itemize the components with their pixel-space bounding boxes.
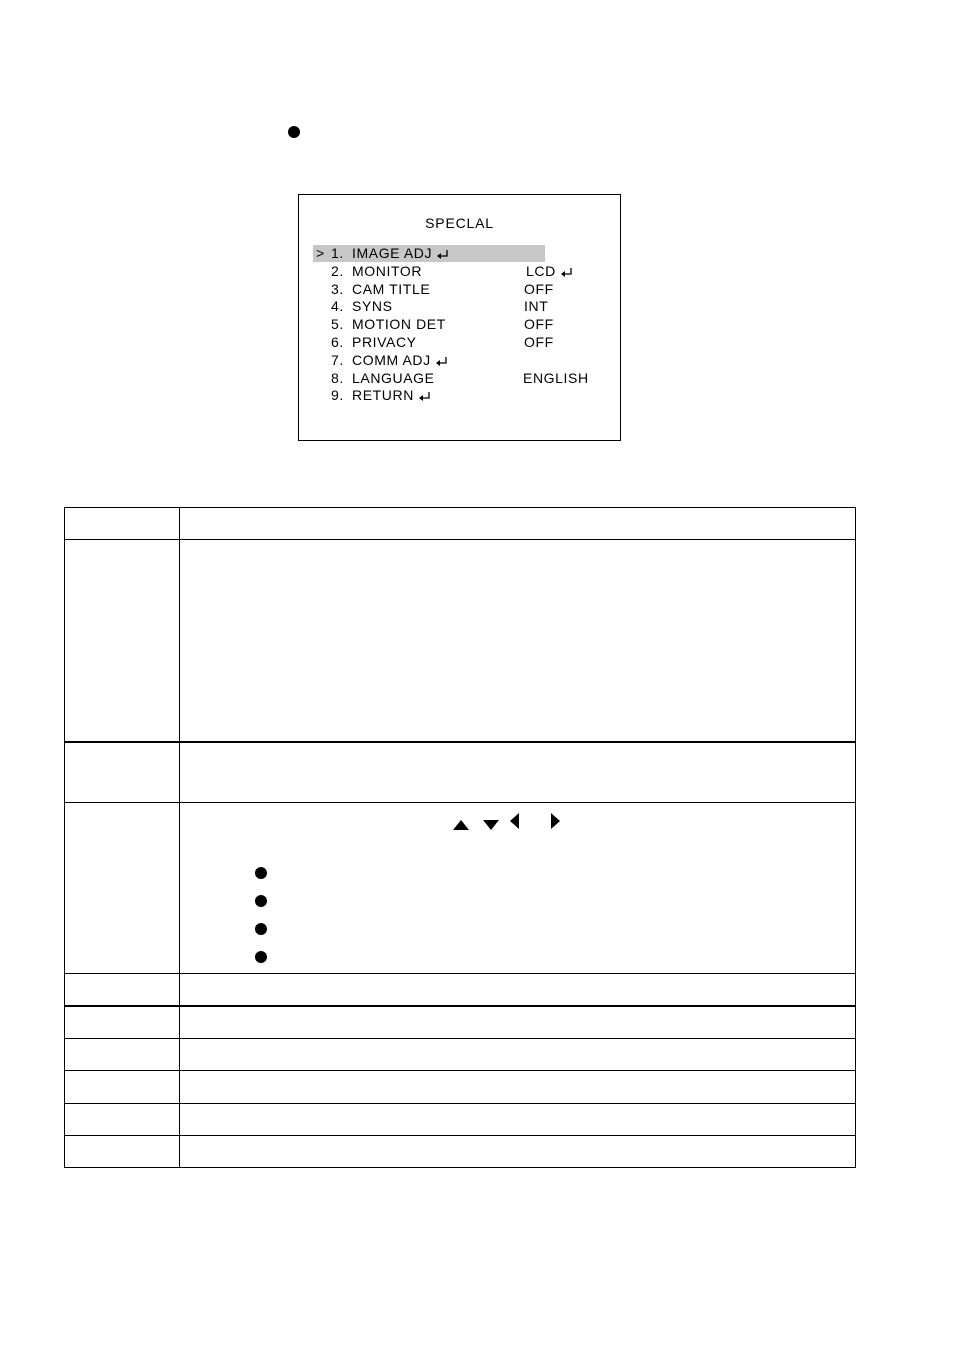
osd-item-value-wrap (524, 334, 554, 351)
osd-item-value: LCD (526, 262, 556, 279)
osd-item-number: 1. (331, 245, 344, 261)
table-row-divider (64, 1038, 856, 1039)
osd-item-value: OFF (524, 280, 554, 297)
table-row-divider (64, 1135, 856, 1136)
osd-item-value-wrap (523, 370, 589, 387)
osd-item-value-wrap (524, 298, 548, 315)
arrow-down-icon (483, 820, 499, 830)
osd-item-label: MONITOR (352, 262, 423, 279)
osd-cursor: > (316, 245, 325, 261)
osd-item-number: 3. (331, 280, 344, 297)
osd-item-value: INT (524, 298, 549, 315)
osd-item-number: 6. (331, 334, 344, 350)
osd-item-label-wrap (352, 334, 417, 351)
list-bullet-icon (255, 895, 267, 907)
enter-return-icon (561, 265, 573, 282)
osd-item-label-wrap (352, 298, 393, 315)
table-row-divider (64, 1070, 856, 1071)
table-row-divider (64, 539, 856, 540)
osd-item-label: SYNS (352, 298, 393, 315)
osd-menu-item[interactable] (299, 370, 620, 387)
osd-item-label-wrap (352, 387, 431, 406)
osd-item-number: 8. (331, 369, 344, 386)
arrow-left-icon (510, 813, 519, 829)
osd-item-label: PRIVACY (352, 334, 417, 350)
osd-menu-item[interactable] (299, 245, 620, 262)
osd-item-value: OFF (524, 316, 554, 333)
enter-return-icon (419, 389, 431, 406)
table-border-bottom (64, 1167, 856, 1168)
osd-item-value-wrap (524, 281, 554, 298)
list-bullet-icon (255, 951, 267, 963)
list-bullet-icon (255, 923, 267, 935)
osd-menu-item[interactable] (299, 387, 620, 404)
osd-item-label: IMAGE ADJ (352, 245, 433, 261)
osd-menu-item[interactable] (299, 298, 620, 315)
osd-item-label-wrap (352, 281, 430, 298)
table-row-divider (64, 802, 856, 803)
osd-item-value: ENGLISH (523, 369, 589, 386)
osd-item-number: 9. (331, 387, 344, 404)
osd-menu-item[interactable] (299, 281, 620, 298)
table-border-left (64, 507, 65, 1168)
osd-item-label-wrap (352, 352, 448, 371)
osd-item-number: 4. (331, 298, 344, 315)
osd-item-number: 5. (331, 316, 344, 333)
osd-item-label: COMM ADJ (352, 351, 431, 368)
table-row-divider (64, 1005, 856, 1007)
osd-item-label-wrap (352, 245, 449, 264)
table-row-divider (64, 1103, 856, 1104)
osd-item-value-wrap (526, 263, 573, 282)
enter-return-icon (436, 354, 448, 371)
osd-menu-item[interactable] (299, 352, 620, 369)
osd-menu-title: SPECLAL (425, 215, 494, 231)
osd-item-value-wrap (524, 316, 554, 333)
osd-item-label-wrap (352, 263, 422, 280)
osd-item-label: MOTION DET (352, 316, 446, 333)
arrow-up-icon (453, 820, 469, 830)
osd-menu-item[interactable] (299, 263, 620, 280)
table-row-divider (64, 973, 856, 974)
osd-item-value: OFF (524, 334, 554, 350)
arrow-right-icon (551, 813, 560, 829)
table-border-right (855, 507, 856, 1168)
osd-item-label-wrap (352, 316, 446, 333)
osd-special-menu (298, 194, 621, 441)
table-border-top (64, 507, 856, 508)
table-row-divider (64, 741, 856, 743)
osd-item-label-wrap (352, 370, 435, 387)
osd-item-number: 2. (331, 262, 344, 279)
list-bullet-icon (255, 867, 267, 879)
top-bullet-icon (288, 126, 300, 138)
osd-item-number: 7. (331, 351, 344, 368)
osd-item-label: LANGUAGE (352, 369, 435, 386)
table-column-divider (179, 507, 180, 1168)
osd-menu-item[interactable] (299, 316, 620, 333)
enter-return-icon (437, 247, 449, 264)
osd-menu-item[interactable] (299, 334, 620, 351)
osd-item-label: RETURN (352, 387, 414, 404)
settings-table (64, 507, 856, 1168)
osd-item-label: CAM TITLE (352, 280, 431, 297)
